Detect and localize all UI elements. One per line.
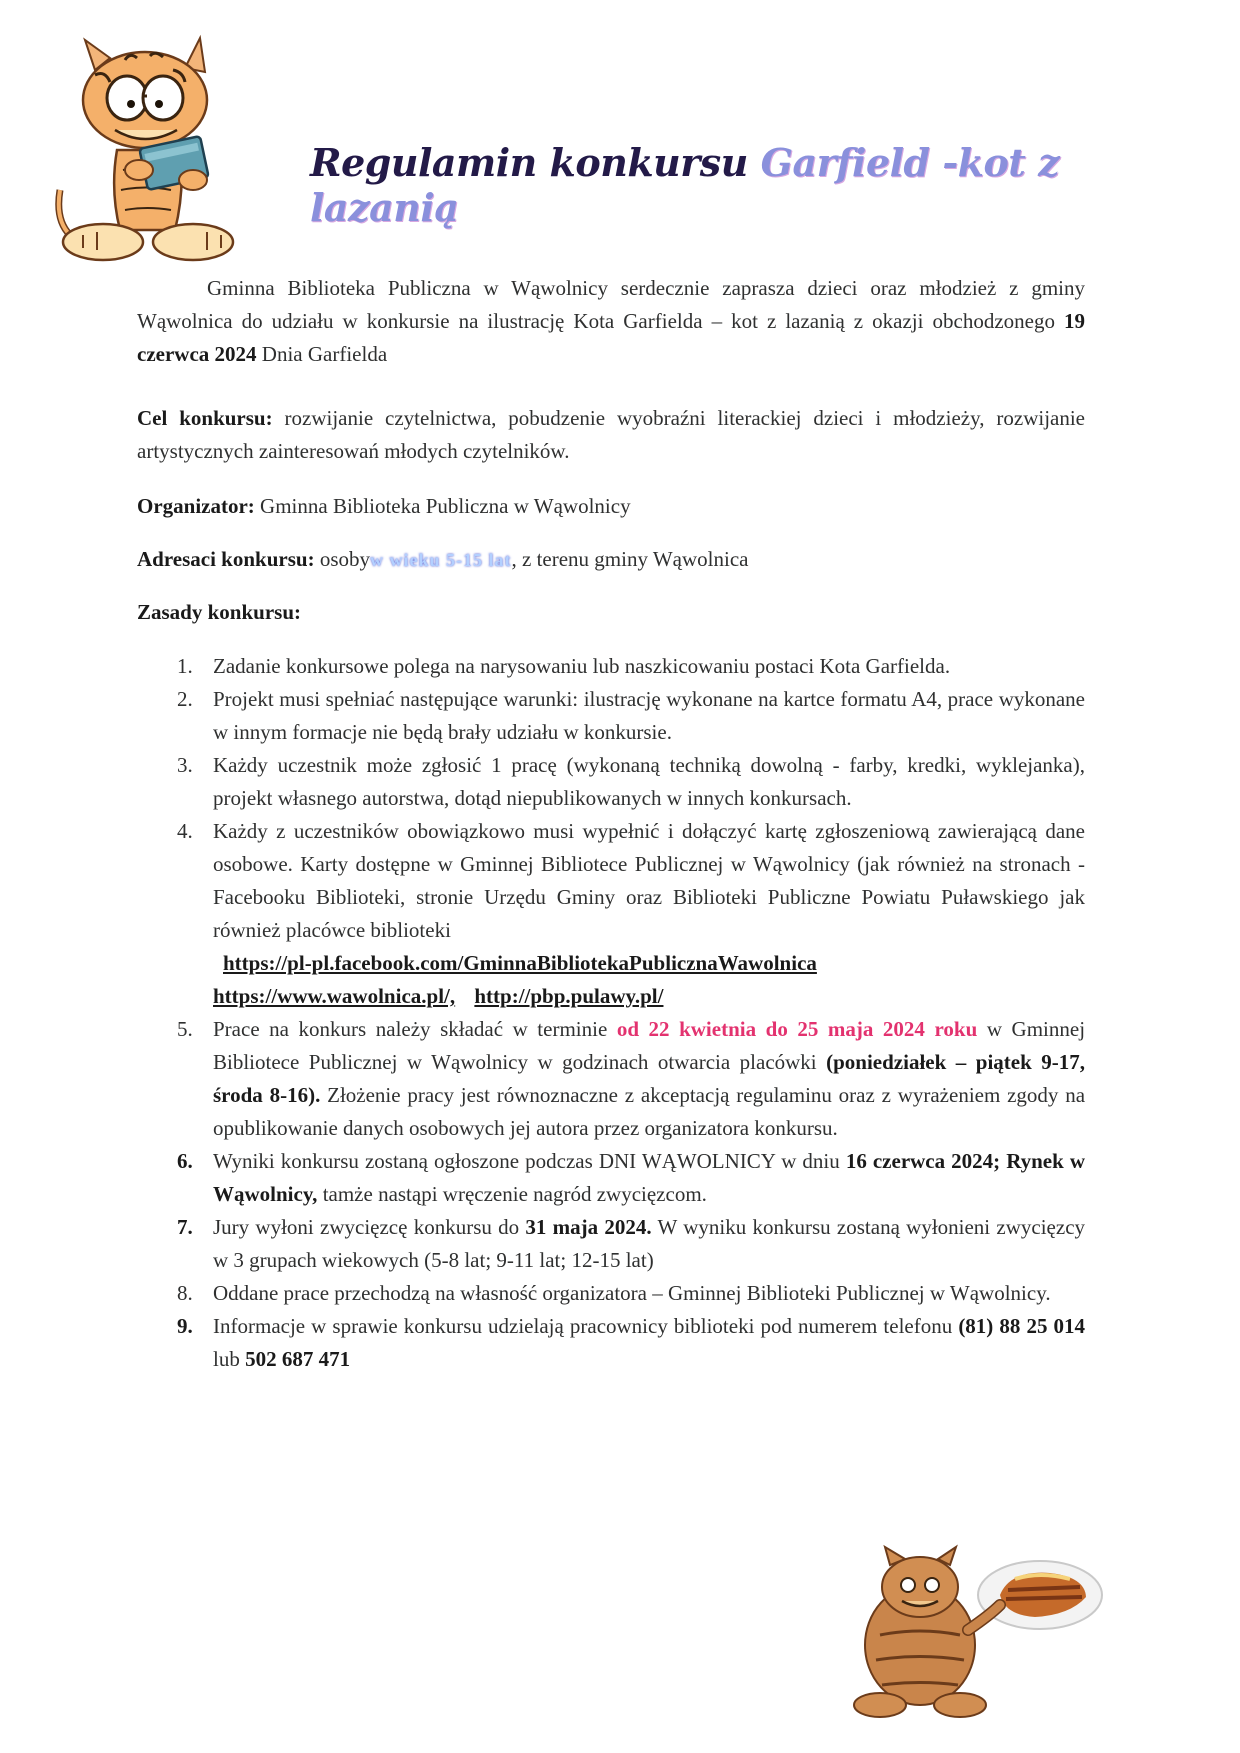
rule-text-part1: Wyniki konkursu zostaną ogłoszone podczas DNI WĄWOLNICY w dniu (213, 1149, 840, 1173)
goal-text: rozwijanie czytelnictwa, pobudzenie wyobraźni literackiej dzieci i młodzieży, rozwijanie artystycznych zainteresowań młodych czytelników. (137, 406, 1086, 463)
audience-label: Adresaci konkursu: (137, 547, 315, 571)
rule-item-3 (137, 749, 1085, 815)
rule-text: Oddane prace przechodzą na własność organizatora – Gminnej Biblioteki Publicznej w Wąwolnicy. (213, 1281, 1051, 1305)
rule-item-8 (137, 1277, 1085, 1310)
document-title (310, 140, 1110, 230)
rule-number: 7. (177, 1215, 193, 1239)
organizer-label: Organizator: (137, 494, 255, 518)
rule-number: 4. (177, 819, 193, 843)
rule-item-2 (137, 683, 1085, 749)
title-contest-name: Garfield -kot z lazanią (310, 140, 1060, 230)
intro-text: Gminna Biblioteka Publiczna w Wąwolnicy serdecznie zaprasza dzieci oraz młodzież z gminy Wąwolnica do udziału w konkursie na ilustrację Kota Garfielda – kot z lazanią z okazji obchodzonego (137, 276, 1085, 333)
rule-item-1 (137, 650, 1085, 683)
rule-item-7 (137, 1211, 1085, 1277)
phone-number-2: 502 687 471 (245, 1347, 351, 1371)
rule-text-part1: Jury wyłoni zwycięzcę konkursu do (213, 1215, 520, 1239)
phone-or: lub (213, 1347, 240, 1371)
intro-tail: Dnia Garfielda (261, 342, 388, 366)
audience-age-highlight: w wieku 5-15 lat (370, 550, 512, 570)
rule-text-part3: Złożenie pracy jest równoznaczne z akceptacją regulaminu oraz z wyrażeniem zgody na opublikowanie danych osobowych jej autora przez organizatora konkursu. (213, 1083, 1086, 1140)
rule-text: Każdy uczestnik może zgłosić 1 pracę (wykonaną techniką dowolną - farby, kredki, wyklejanka), projekt własnego autorstwa, dotąd niepublikowanych w innych konkursach. (213, 753, 1085, 810)
rule-item-4 (137, 815, 1085, 1013)
rules-heading: Zasady konkursu: (137, 600, 301, 624)
rule-text: Każdy z uczestników obowiązkowo musi wypełnić i dołączyć kartę zgłoszeniową zawierającą dane osobowe. Karty dostępne w Gminnej Bibliotece Publicznej w Wąwolnicy (jak również na stronach - Facebooku Biblioteki, stronie Urzędu Gminy oraz Biblioteki Publiczne Powiatu Puławskiego jak również placówce biblioteki (213, 819, 1085, 942)
garfield-lasagna-illustration (850, 1535, 1110, 1720)
rule-number: 5. (177, 1017, 193, 1041)
goal-paragraph (137, 402, 1085, 468)
rule-number: 8. (177, 1281, 193, 1305)
jury-date: 31 maja 2024. (525, 1215, 652, 1239)
garfield-reading-illustration (55, 30, 240, 280)
rule-number: 3. (177, 753, 193, 777)
rule-text-part2: W wyniku konkursu zostaną wyłonieni zwycięzcy w 3 grupach wiekowych (5-8 lat; 9-11 lat; 12-15 lat) (213, 1215, 1086, 1272)
rule-number: 9. (177, 1314, 193, 1338)
rule-text-part2: tamże nastąpi wręczenie nagród zwycięzcom. (322, 1182, 707, 1206)
results-date: 16 czerwca 2024; Rynek w Wąwolnicy, (213, 1149, 1086, 1206)
audience-before: osoby (319, 547, 371, 571)
rule-number: 2. (177, 687, 193, 711)
rule-text: Zadanie konkursowe polega na narysowaniu lub naszkicowaniu postaci Kota Garfielda. (213, 654, 951, 678)
intro-date: 19 czerwca 2024 (137, 309, 1085, 366)
rules-list (137, 650, 1085, 1376)
wawolnica-link[interactable]: https://www.wawolnica.pl/, (213, 984, 456, 1008)
rule-number: 1. (177, 654, 193, 678)
rule-text-part1: Prace na konkurs należy składać w terminie (213, 1017, 608, 1041)
facebook-link[interactable]: https://pl-pl.facebook.com/GminnaBibliotekaPublicznaWawolnica (223, 951, 817, 975)
rule-text: Informacje w sprawie konkursu udzielają pracownicy biblioteki pod numerem telefonu (213, 1314, 953, 1338)
title-regulamin: Regulamin konkursu (310, 140, 748, 185)
intro-paragraph (137, 272, 1085, 371)
phone-number-1: (81) 88 25 014 (958, 1314, 1086, 1338)
organizer-paragraph (137, 490, 1085, 523)
rule-text-part2: w Gminnej Bibliotece Publicznej w Wąwolnicy w godzinach otwarcia placówki (213, 1017, 1086, 1074)
pbp-pulawy-link[interactable]: http://pbp.pulawy.pl/ (474, 984, 664, 1008)
rule-number: 6. (177, 1149, 193, 1173)
opening-hours: (poniedziałek – piątek 9-17, środa 8-16). (213, 1050, 1085, 1107)
rule-item-6 (137, 1145, 1085, 1211)
rule-text: Projekt musi spełniać następujące warunki: ilustrację wykonane na kartce formatu A4, prace wykonane w innym formacje nie będą brały udziału w konkursie. (213, 687, 1085, 744)
links-row (213, 984, 677, 1008)
audience-paragraph (137, 543, 1085, 577)
goal-label: Cel konkursu: (137, 406, 273, 430)
audience-after: , z terenu gminy Wąwolnica (511, 547, 749, 571)
organizer-text: Gminna Biblioteka Publiczna w Wąwolnicy (260, 494, 631, 518)
submission-dates: od 22 kwietnia do 25 maja 2024 roku (616, 1017, 978, 1041)
rule-item-5 (137, 1013, 1085, 1145)
rule-item-9 (137, 1310, 1085, 1376)
